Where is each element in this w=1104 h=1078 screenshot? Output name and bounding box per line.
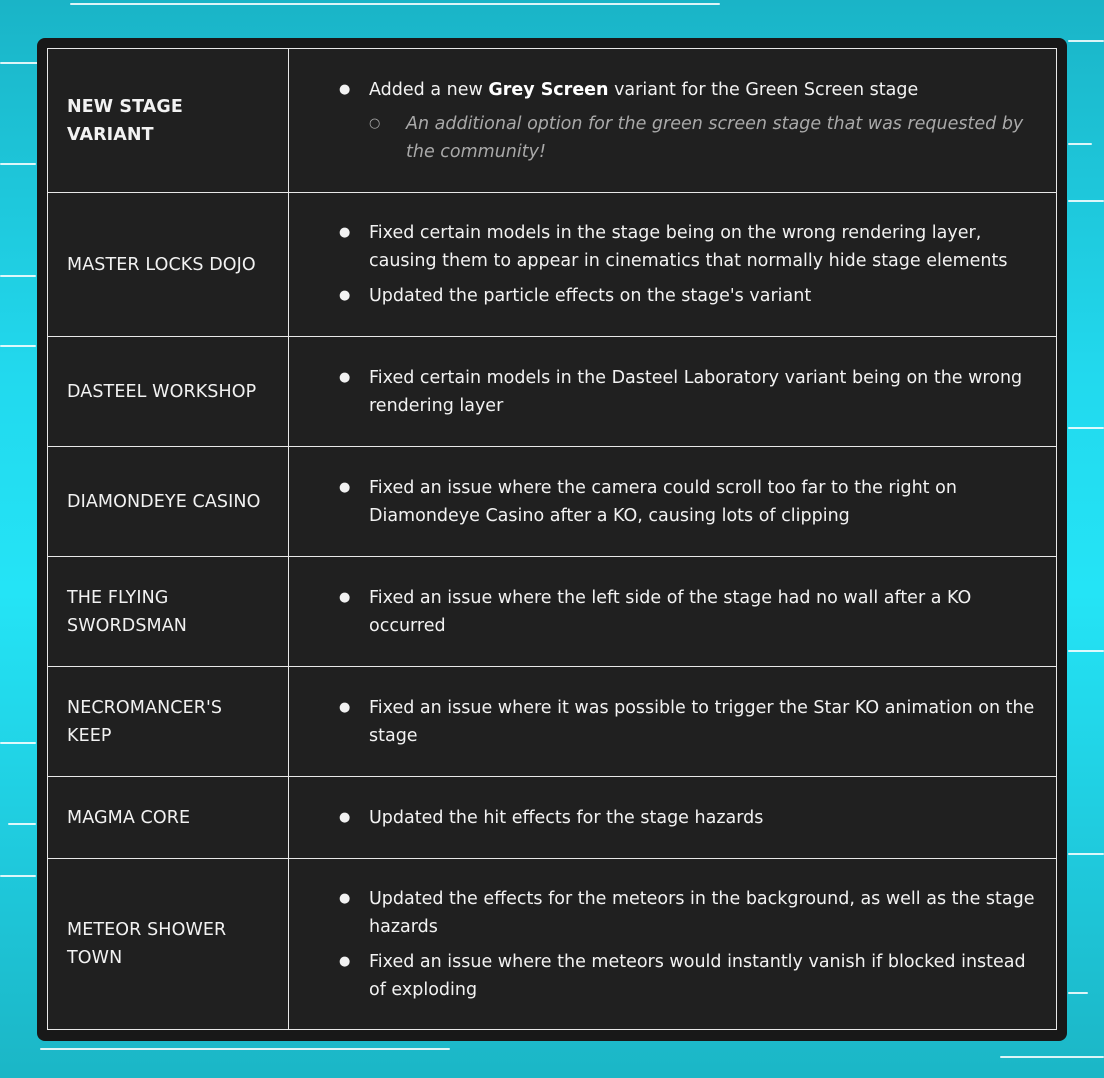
list-item: ● Fixed an issue where the meteors would instantly vanish if blocked instead of exploding xyxy=(339,948,1036,1004)
table-row xyxy=(48,447,1057,557)
list-item xyxy=(339,76,1036,166)
change-list xyxy=(339,76,1036,166)
background-streak xyxy=(8,823,36,825)
stage-name: THE FLYING SWORDSMAN xyxy=(48,557,289,667)
stage-name: DIAMONDEYE CASINO xyxy=(48,447,289,557)
change-details xyxy=(289,193,1057,337)
change-list xyxy=(339,804,1036,832)
background-streak xyxy=(0,163,36,165)
background-streak xyxy=(1000,1056,1104,1058)
table-row xyxy=(48,557,1057,667)
change-details xyxy=(289,667,1057,777)
list-item: ● Fixed certain models in the Dasteel Laboratory variant being on the wrong rendering layer xyxy=(339,364,1036,420)
change-details xyxy=(289,49,1057,193)
table-row xyxy=(48,777,1057,859)
change-list xyxy=(339,694,1036,750)
list-item: ● Fixed an issue where the camera could scroll too far to the right on Diamondeye Casino after a KO, causing lots of clipping xyxy=(339,474,1036,530)
change-list xyxy=(339,219,1036,310)
stage-name: MAGMA CORE xyxy=(48,777,289,859)
table-row xyxy=(48,667,1057,777)
change-list xyxy=(339,474,1036,530)
list-item-text: variant for the Green Screen stage xyxy=(608,79,919,100)
stage-name: NEW STAGE VARIANT xyxy=(48,49,289,193)
change-details xyxy=(289,337,1057,447)
background-streak xyxy=(0,742,36,744)
stage-changes-table xyxy=(47,48,1057,1030)
list-item: ● Fixed an issue where the left side of the stage had no wall after a KO occurred xyxy=(339,584,1036,640)
background-streak xyxy=(1068,992,1088,994)
list-item: ● Fixed certain models in the stage being on the wrong rendering layer, causing them to appear in cinematics that normally hide stage elements xyxy=(339,219,1036,275)
sub-list-item-text: An additional option for the green screen stage that was requested by the community! xyxy=(406,113,1024,162)
list-item: ● Updated the hit effects for the stage hazards xyxy=(339,804,1036,832)
background-streak xyxy=(0,345,36,347)
background-streak xyxy=(70,3,720,5)
change-list xyxy=(339,364,1036,420)
stage-name: MASTER LOCKS DOJO xyxy=(48,193,289,337)
background-streak xyxy=(1068,427,1104,429)
background-streak xyxy=(40,1048,450,1050)
background-streak xyxy=(1068,853,1104,855)
background-streak xyxy=(0,875,36,877)
sub-list-item xyxy=(369,110,1036,166)
list-item: ● Updated the effects for the meteors in the background, as well as the stage hazards xyxy=(339,885,1036,941)
background-streak xyxy=(0,275,36,277)
stage-name: NECROMANCER'S KEEP xyxy=(48,667,289,777)
table-row xyxy=(48,49,1057,193)
highlighted-variant-name: Grey Screen xyxy=(488,79,609,100)
table-row xyxy=(48,859,1057,1030)
list-item: ● Updated the particle effects on the stage's variant xyxy=(339,282,1036,310)
background-streak xyxy=(1068,40,1104,42)
list-item-text: Added a new xyxy=(369,79,489,100)
change-details xyxy=(289,557,1057,667)
stage-name: DASTEEL WORKSHOP xyxy=(48,337,289,447)
change-details xyxy=(289,777,1057,859)
change-details xyxy=(289,447,1057,557)
background-streak xyxy=(1068,143,1092,145)
patch-notes-panel xyxy=(37,38,1067,1041)
table-row xyxy=(48,193,1057,337)
change-details xyxy=(289,859,1057,1030)
table-row xyxy=(48,337,1057,447)
background-streak xyxy=(1068,200,1104,202)
list-item: ● Fixed an issue where it was possible to trigger the Star KO animation on the stage xyxy=(339,694,1036,750)
circle-bullet-icon: ○ xyxy=(369,115,381,131)
change-list xyxy=(339,584,1036,640)
background-streak xyxy=(1068,650,1104,652)
stage-name: METEOR SHOWER TOWN xyxy=(48,859,289,1030)
background-streak xyxy=(0,62,40,64)
change-list xyxy=(339,885,1036,1004)
